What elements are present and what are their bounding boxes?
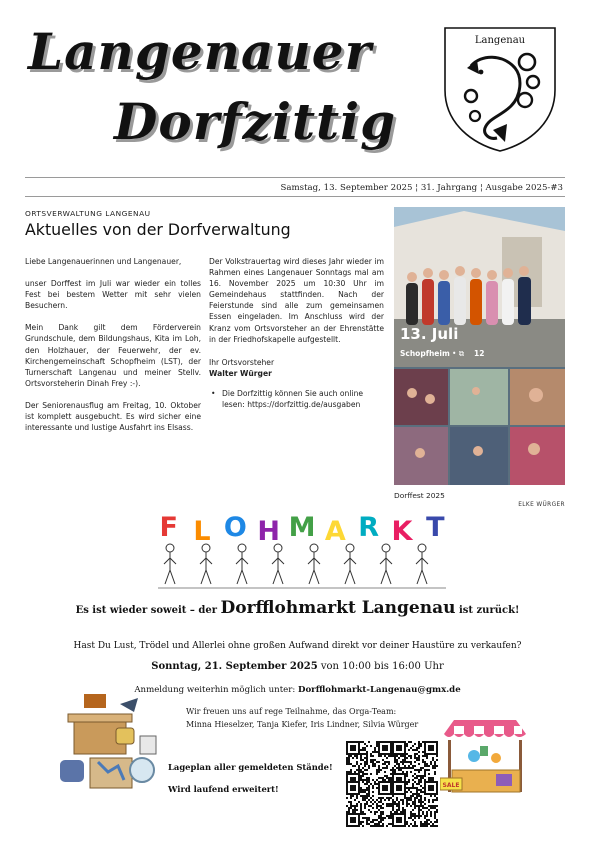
flohmarkt-banner (152, 512, 452, 594)
banner-letter: M (288, 512, 316, 543)
signature-name: Walter Würger (209, 368, 272, 378)
thanks-line-2: Minna Hieselzer, Tanja Kiefer, Iris Lindner, Silvia Würger (186, 720, 419, 729)
paragraph: Der Volkstrauertag wird dieses Jahr wieder im Rahmen eines Langenauer Sonntags mal am 16. November 2025 um 10:30 Uhr im Gemeindehaus stattfinden. Nach der Feierstunde sind alle zum gemeinsamen Essen eingeladen. Im Anschluss wird der Kranz vom Ortsvorsteher an der Ehrenstätte in der Friedhofskapelle aufgestellt. (209, 257, 384, 344)
sale-sign: SALE (442, 782, 460, 789)
qr-code-bottom-left[interactable] (346, 781, 392, 827)
thanks-line-1: Wir freuen uns auf rege Teilnahme, das Orga-Team: (186, 707, 397, 716)
group-photo (394, 207, 565, 367)
flea-market-items-illustration (58, 690, 168, 792)
flohmarkt-date-bold: Sonntag, 21. September 2025 (151, 661, 318, 672)
banner-letter: T (426, 512, 445, 543)
registration-label: Anmeldung weiterhin möglich unter: (134, 685, 296, 695)
flohmarkt-date-time: von 10:00 bis 16:00 Uhr (320, 661, 444, 672)
stick-figures (164, 544, 428, 584)
lageplan-extended-note: Wird laufend erweitert! (168, 784, 279, 794)
banner-letter: L (193, 516, 211, 547)
paragraph: Mein Dank gilt dem Förderverein Grundschule, dem Bildungshaus, Kita im Loh, den Holzhauer, der Feuerwehr, der ev. Kirchengemeinschaft Schopfheim (LST), der Turnerschaft Langenau und meiner Stellv. Ortsvorsteherin Dinah Frey :-). (25, 323, 201, 388)
registration-email-link[interactable]: Dorfflohmarkt-Langenau@gmx.de (298, 685, 461, 695)
flohmarkt-headline-big: Dorfflohmarkt Langenau (220, 598, 456, 618)
photo-overlay-place: Schopfheim (400, 349, 450, 358)
paragraph: Liebe Langenauerinnen und Langenauer, (25, 257, 182, 266)
masthead-title-line1: Langenauer (28, 22, 372, 81)
paragraph: unser Dorffest im Juli war wieder ein tolles Fest bei bestem Wetter mit sehr vielen Besuchern. (25, 279, 201, 311)
qr-code-bottom-right[interactable] (392, 781, 438, 827)
online-link-note[interactable]: • Die Dorfzittig können Sie auch online lesen: https://dorfzittig.de/ausgaben (209, 389, 384, 410)
photo-caption: Dorffest 2025 (394, 491, 445, 500)
market-stall-illustration (440, 718, 530, 804)
issue-info: Samstag, 13. September 2025 ¦ 31. Jahrgang ¦ Ausgabe 2025-#3 (280, 183, 563, 193)
flohmarkt-date (0, 661, 595, 672)
flohmarkt-headline-pre: Es ist wieder soweit – der (75, 605, 217, 616)
dorffest-photo-collage (394, 207, 565, 485)
crest-text: Langenau (474, 35, 526, 46)
lageplan-note: Lageplan aller gemeldeten Stände! (168, 762, 333, 772)
banner-letter: F (159, 512, 178, 543)
flohmarkt-headline-post: ist zurück! (458, 605, 520, 616)
photo-credit: ELKE WÜRGER (518, 502, 565, 508)
photo-grid (394, 369, 565, 485)
photo-overlay-date: 13. Juli (400, 325, 459, 343)
banner-letter: R (358, 512, 380, 543)
paragraph: Der Seniorenausflug am Freitag, 10. Oktober ist komplett ausgebucht. Es wird sicher eine interessante und lustige Ausfahrt ins Elsass. (25, 400, 201, 433)
photo-overlay-count: 12 (474, 349, 485, 358)
banner-letter: K (391, 516, 413, 547)
banner-letter: A (324, 516, 346, 547)
article-column-1 (25, 256, 201, 444)
article-column-2 (209, 256, 384, 410)
banner-letters (159, 512, 445, 547)
article-kicker: ORTSVERWALTUNG LANGENAU (25, 209, 151, 218)
banner-letter: H (257, 516, 281, 547)
langenau-crest-logo (441, 24, 559, 154)
flohmarkt-headline (0, 598, 595, 618)
orga-team-thanks (186, 705, 418, 731)
flohmarkt-question: Hast Du Lust, Trödel und Allerlei ohne großen Aufwand direkt vor deiner Haustüre zu verkaufen? (73, 641, 522, 651)
header-rule-top (25, 177, 565, 178)
masthead-title-line2: Dorfzittig (114, 92, 397, 151)
banner-letter: O (223, 512, 247, 543)
signature-label: Ihr Ortsvorsteher (209, 357, 275, 367)
article-headline: Aktuelles von der Dorfverwaltung (25, 220, 291, 239)
header-rule-bottom (25, 196, 565, 197)
photo-overlay-separator: • ⧉ (452, 349, 465, 358)
